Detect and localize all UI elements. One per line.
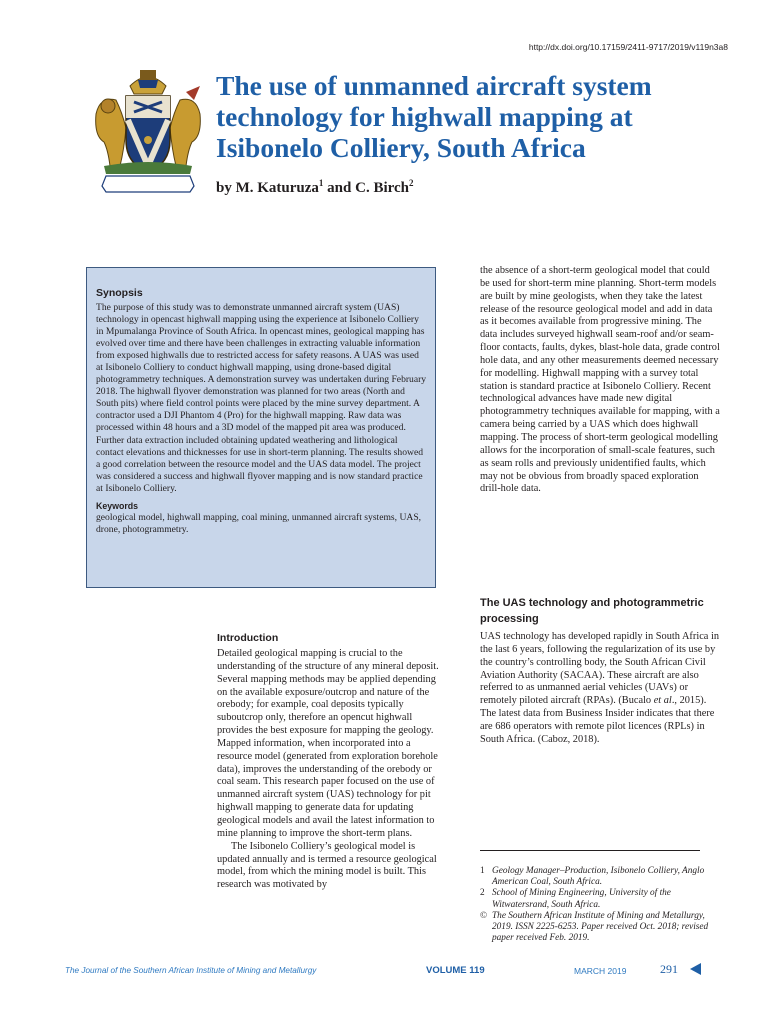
right-column-paragraph-1: the absence of a short-term geological model that could be used for short-term mine planning. Short-term models are built by mine geologists, when they take the latest release of the resource geological model and add in data as it becomes available from progressive mining. The data includes surveyed highwall seam-roof and/or seam-floor contacts, faults, dykes, blast-hole data, grade control hole data, and any other measurements deemed necessary for modelling. Highwall mapping with a survey total station is standard practice at Isibonelo Colliery. Recent technological advances have made new digital photogrammetry techniques available for mapping, with a camera being carried by a UAS which does highwall mapping. The process of short-term geological modelling allows for the incorporation of small-scale features, such as seam rolls and previously unidentified faults, which may not be obvious from broadly spaced exploration drill-hole data. xyxy=(480,265,720,495)
copyright-text: The Southern African Institute of Mining and Metallurgy, 2019. ISSN 2225-6253. Paper received Oct. 2018; revised paper received Feb. 2019. xyxy=(492,910,709,944)
footnotes xyxy=(480,866,710,944)
synopsis-heading: Synopsis xyxy=(96,287,143,299)
footer-volume: VOLUME 119 xyxy=(426,965,485,976)
uas-text-part-2: ., 2015). The latest data from Business Insider indicates that there are 686 operators with remote pilot licences (RPLs) in South Africa. (Caboz, 2018). xyxy=(480,695,715,745)
article-title: The use of unmanned aircraft system technology for highwall mapping at Isibonelo Colliery, South Africa xyxy=(216,70,652,163)
footnote-copyright xyxy=(480,911,710,945)
footnote-2-mark: 2 xyxy=(480,888,485,899)
author-1-mark: 1 xyxy=(318,178,324,188)
author-line xyxy=(216,178,414,197)
doi-link[interactable]: http://dx.doi.org/10.17159/2411-9717/2019/v119n3a8 xyxy=(528,42,728,52)
page-number: 291 xyxy=(660,962,678,976)
left-triangle-icon xyxy=(690,963,701,975)
introduction-paragraph-1: Detailed geological mapping is crucial to the understanding of the structure of any mineral deposit. Several mapping methods may be applied depending on the available exposure/outcrop and nature of the orebody; for example, coal deposits typically suboutcrop only, therefore an opencut highwall provides the best exposure for mapping the geology. Mapped information, when incorporated into a resource model (generated from exploration borehole data), improves the understanding of the orebody or coal seam. This research paper focused on the use of unmanned aircraft system (UAS) technology for pit highwall mapping to generate data for updating geological models and avail the latest information to mine planning to improve the short-term plans. xyxy=(217,648,439,839)
footer-date: MARCH 2019 xyxy=(574,966,627,976)
footnote-2 xyxy=(480,888,710,910)
author-2-mark: 2 xyxy=(409,178,414,188)
uas-text-etal: et al xyxy=(653,695,672,707)
footnote-2-text: School of Mining Engineering, University of the Witwatersrand, South Africa. xyxy=(492,888,671,910)
author-prefix: by xyxy=(216,180,232,196)
footnote-1-text: Geology Manager–Production, Isibonelo Colliery, Anglo American Coal, South Africa. xyxy=(492,866,705,888)
uas-paragraph-1 xyxy=(480,631,720,747)
synopsis-box xyxy=(86,267,436,588)
copyright-mark: © xyxy=(480,910,488,921)
right-column-text xyxy=(480,265,720,496)
footnote-1 xyxy=(480,866,710,888)
author-1: M. Katuruza xyxy=(235,180,319,196)
author-2: C. Birch xyxy=(355,180,410,196)
footer-journal-name: The Journal of the Southern African Institute of Mining and Metallurgy xyxy=(65,966,317,975)
author-conjunction: and xyxy=(327,180,352,196)
coat-of-arms-icon xyxy=(86,66,210,196)
keywords-text: geological model, highwall mapping, coal mining, unmanned aircraft systems, UAS, drone, photogrammetry. xyxy=(96,511,422,535)
introduction-paragraph-2: The Isibonelo Colliery’s geological model is updated annually and is termed a resource geological model, from which the mining model is built. This research was motivated by xyxy=(217,840,437,891)
introduction-section xyxy=(217,630,439,892)
footnote-1-mark: 1 xyxy=(480,866,485,876)
keywords-heading: Keywords xyxy=(96,500,139,511)
synopsis-text: The purpose of this study was to demonstrate unmanned aircraft system (UAS) technology in opencast highwall mapping using the experience at Isibonelo Colliery in Mpumalanga Province of South Africa. In opencast mines, geological mapping has evolved over time and there have been challenges in extracting valuable information from exposed highwalls due to restricted access for safety reasons. A UAS was used at Isibonelo Colliery to conduct highwall mapping, using drone-based digital photogrammetry techniques. A demonstration survey was undertaken during February 2018. The highwall flyover demonstration was planned for two areas (North and South pits) where field control points were placed by the mine survey department. A contractor used a DJI Phantom 4 (Pro) for the highwall mapping. Raw data was processed within 48 hours and a 3D model of the mapped pit area was produced. Further data extraction included obtaining updated weathering and lithological contact elevations and thicknesses for use in short-term planning. The results showed a good correlation between the resource model and the UAS data model. The project was considered a success and highwall flyover mapping and is now standard practice at Isibonelo Colliery. xyxy=(96,302,427,494)
footnote-divider xyxy=(480,850,700,851)
uas-section xyxy=(480,631,720,747)
uas-section-heading: The UAS technology and photogrammetric processing xyxy=(480,597,704,625)
uas-text-part-1: UAS technology has developed rapidly in South Africa in the last 6 years, following the regularization of its use by the country’s controlling body, the South African Civil Aviation Authority (SACAA). These aircraft are also referred to as unmanned aerial vehicles (UAVs) or remotely piloted aircraft (RPAs). (Bucalo xyxy=(480,631,720,707)
introduction-heading: Introduction xyxy=(217,632,279,644)
